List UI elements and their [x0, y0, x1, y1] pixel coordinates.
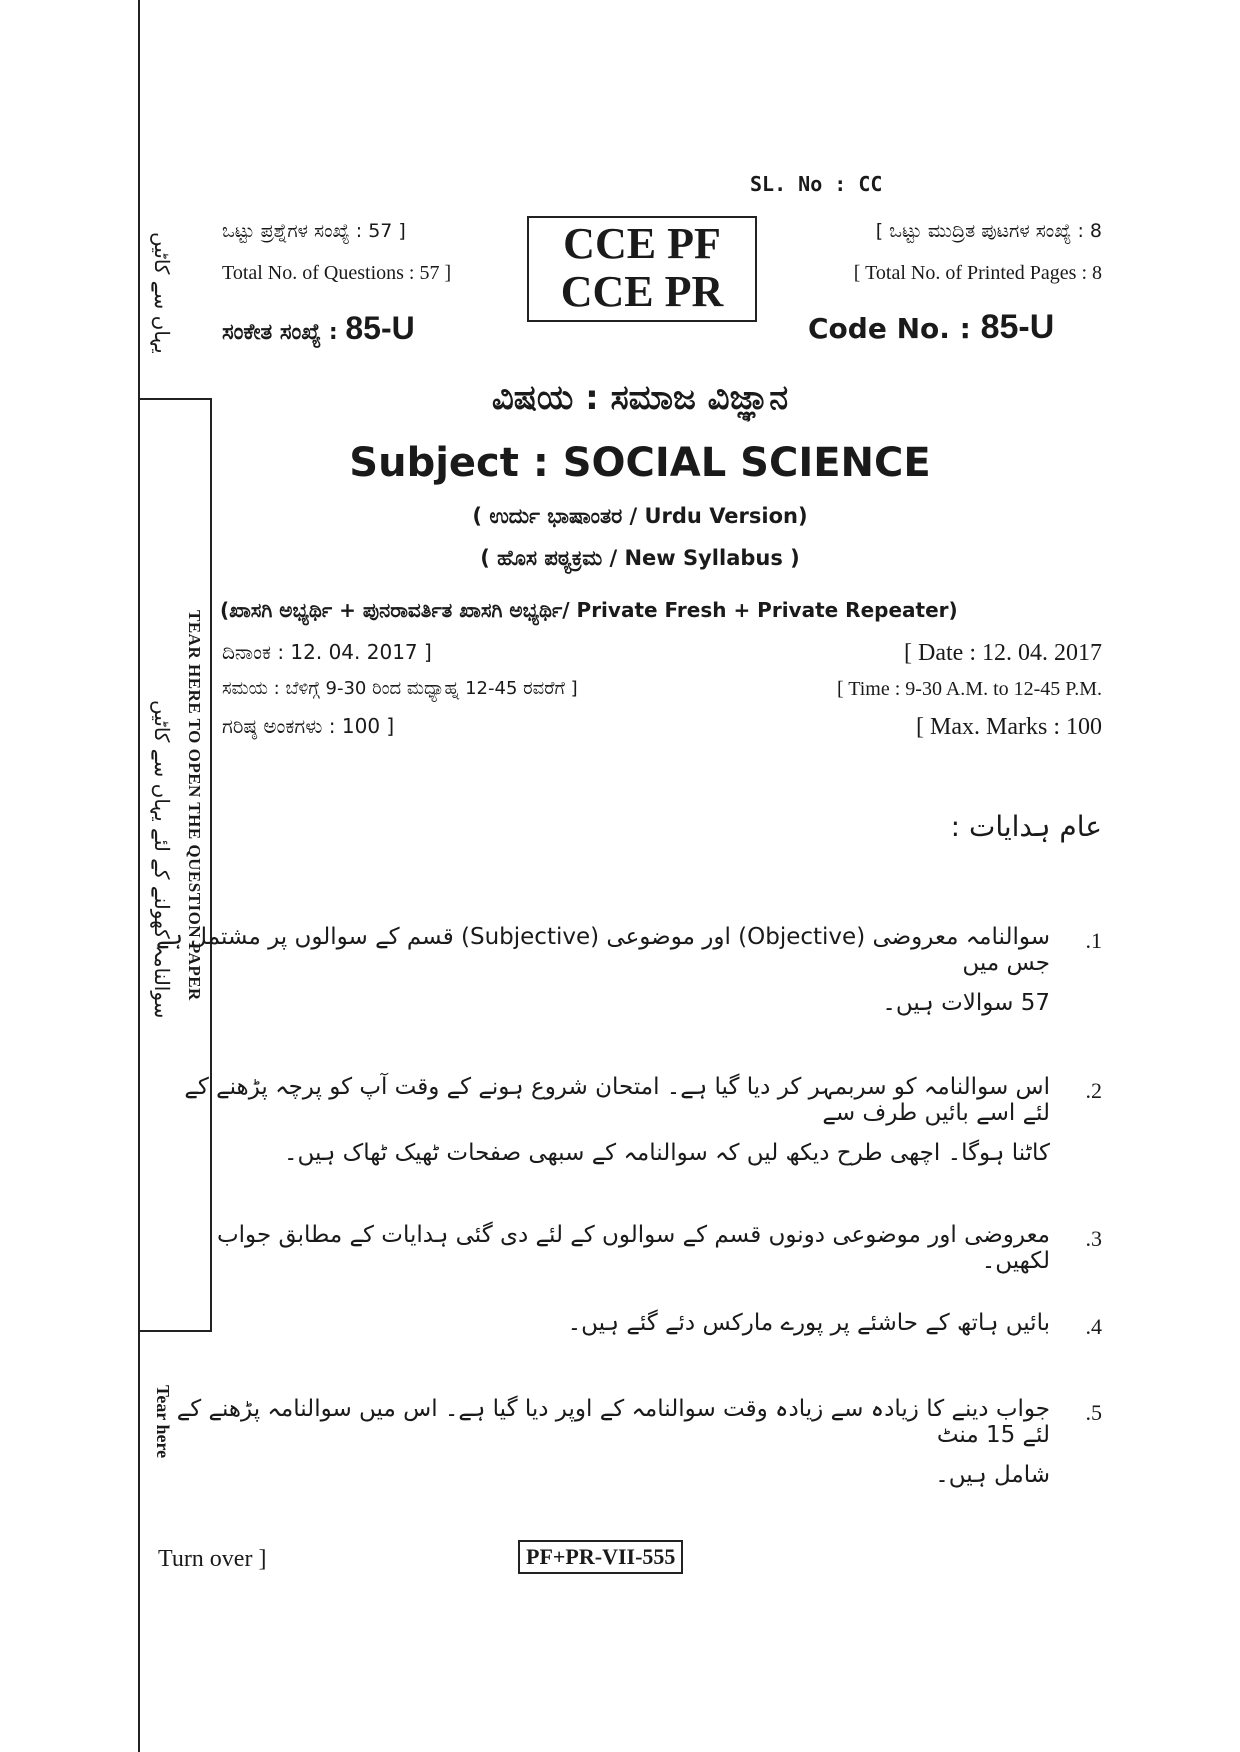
time-english: [ Time : 9-30 A.M. to 12-45 P.M.: [836, 678, 1102, 700]
tear-open-english: TEAR HERE TO OPEN THE QUESTION PAPER: [185, 610, 204, 1001]
code-kn-value: 85-U: [345, 310, 415, 346]
date-english: [ Date : 12. 04. 2017: [904, 640, 1102, 666]
tear-top-urdu: یہاں سے کاٹیں: [150, 232, 174, 354]
instruction-number: .5: [1085, 1400, 1102, 1425]
instruction-text: کاٹنا ہوگا۔ اچھی طرح دیکھ لیں کہ سوالنامہ کے سبھی صفحات ٹھیک ٹھاک ہیں۔: [283, 1140, 1050, 1166]
version-label: ( ಉರ್ದು ಭಾಷಾಂತರ / Urdu Version): [472, 504, 808, 528]
code-en-value: 85-U: [980, 308, 1055, 346]
code-number-english: [808, 308, 1054, 347]
instruction-text: سوالنامہ معروضی (Objective) اور موضوعی (Subjective) قسم کے سوالوں پر مشتمل ہے جس میں: [156, 924, 1050, 976]
subject-english: Subject : SOCIAL SCIENCE: [349, 440, 931, 486]
time-kannada: ಸಮಯ : ಬೆಳಿಗ್ಗೆ 9-30 ರಿಂದ ಮಧ್ಯಾಹ್ನ 12-45 ರವರೆಗೆ ]: [222, 678, 578, 699]
instruction-number: .4: [1085, 1314, 1102, 1339]
tear-here-label: Tear here: [153, 1385, 173, 1459]
candidate-type: (ಖಾಸಗಿ ಅಭ್ಯರ್ಥಿ + ಪುನರಾವರ್ತಿತ ಖಾಸಗಿ ಅಭ್ಯರ್ಥಿ/ Private Fresh + Private Repeater): [220, 598, 958, 622]
total-questions-english: Total No. of Questions : 57 ]: [222, 262, 452, 284]
instruction-number: .1: [1085, 928, 1102, 953]
code-number-kannada: [222, 310, 415, 347]
total-pages-english: [ Total No. of Printed Pages : 8: [853, 262, 1102, 284]
marks-kannada: ಗರಿಷ್ಠ ಅಂಕಗಳು : 100 ]: [222, 714, 395, 738]
instruction-text: معروضی اور موضوعی دونوں قسم کے سوالوں کے لئے دی گئی ہدایات کے مطابق جواب لکھیں۔: [217, 1222, 1050, 1274]
turn-over-label: Turn over ]: [158, 1546, 267, 1572]
cce-code-box: [527, 216, 757, 322]
instruction-text: شامل ہیں۔: [935, 1462, 1050, 1488]
instruction-number: .3: [1085, 1226, 1102, 1251]
paper-code: PF+PR-VII-555: [518, 1540, 683, 1574]
code-en-label: Code No. :: [808, 312, 971, 345]
instruction-text: اس سوالنامہ کو سربمہر کر دیا گیا ہے۔ امتحان شروع ہونے کے وقت آپ کو پرچہ پڑھنے کے لئے اسے بائیں طرف سے: [184, 1074, 1050, 1126]
instruction-text: جواب دینے کا زیادہ سے زیادہ وقت سوالنامہ کے اوپر دیا گیا ہے۔ اس میں سوالنامہ پڑھنے کے لئے 15 منٹ: [176, 1396, 1050, 1448]
instructions-heading: عام ہدایات :: [950, 810, 1102, 843]
serial-number: SL. No : CC: [750, 172, 883, 196]
instruction-text: بائیں ہاتھ کے حاشئے پر پورے مارکس دئے گئے ہیں۔: [567, 1310, 1050, 1336]
instruction-text: 57 سوالات ہیں۔: [882, 990, 1050, 1016]
subject-kannada: ವಿಷಯ : ಸಮಾಜ ವಿಜ್ಞಾನ: [491, 378, 789, 418]
code-kn-label: ಸಂಕೇತ ಸಂಖ್ಯೆ :: [222, 320, 338, 345]
total-pages-kannada: [ ಒಟ್ಟು ಮುದ್ರಿತ ಪುಟಗಳ ಸಂಖ್ಯೆ : 8: [875, 220, 1102, 242]
marks-english: [ Max. Marks : 100: [916, 714, 1102, 740]
cce-line-1: CCE PF: [563, 219, 721, 268]
syllabus-label: ( ಹೊಸ ಪಠ್ಯಕ್ರಮ / New Syllabus ): [480, 546, 800, 570]
instruction-number: .2: [1085, 1078, 1102, 1103]
total-questions-kannada: ಒಟ್ಟು ಪ್ರಶ್ನೆಗಳ ಸಂಖ್ಯೆ : 57 ]: [222, 220, 406, 242]
date-kannada: ದಿನಾಂಕ : 12. 04. 2017 ]: [222, 640, 432, 664]
cce-line-2: CCE PR: [560, 267, 724, 316]
tear-open-urdu: سوالنامہ کھولنے کے لئے یہاں سے کاٹیں: [150, 700, 174, 1019]
